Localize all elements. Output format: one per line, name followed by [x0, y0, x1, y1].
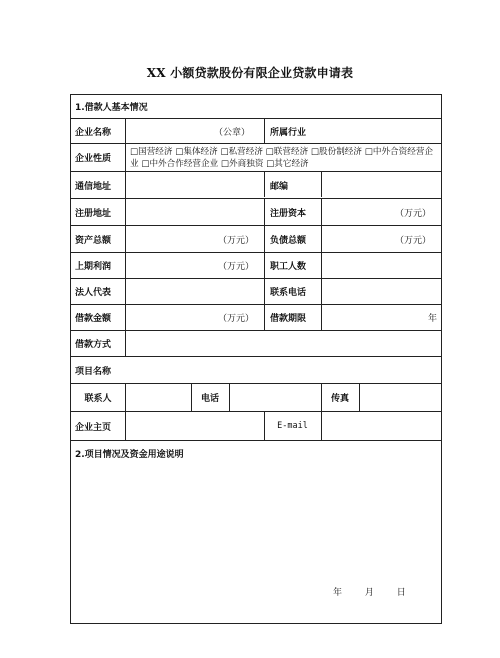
project-description-textarea[interactable]: [71, 465, 441, 623]
industry-label: 所属行业: [270, 127, 307, 138]
loan-amount-field[interactable]: （万元）: [217, 314, 254, 324]
loan-amount-label: 借款金额: [75, 314, 112, 324]
industry-field[interactable]: [321, 119, 441, 143]
registered-address-label: 注册地址: [75, 208, 112, 219]
postcode-label: 邮编: [270, 181, 289, 192]
contact-person-label: 联系人: [84, 394, 112, 404]
last-profit-label: 上期利润: [75, 262, 112, 272]
company-type-checkbox-options[interactable]: □国营经济 □集体经济 □私营经济 □联营经济 □股份制经济 □中外合资经营企业 □中外合作经营企业 □外商独资 □其它经济: [130, 147, 434, 169]
loan-method-label: 借款方式: [75, 340, 112, 350]
telephone-label: 电话: [200, 394, 219, 404]
address-label: 通信地址: [75, 181, 112, 192]
fax-field[interactable]: [360, 384, 441, 411]
email-field[interactable]: [322, 412, 441, 440]
homepage-label: 企业主页: [75, 422, 112, 433]
contact-phone-field[interactable]: [322, 279, 441, 304]
loan-method-field[interactable]: [126, 331, 441, 356]
homepage-field[interactable]: [126, 412, 264, 440]
legal-rep-field[interactable]: [126, 279, 264, 304]
project-name-label: 项目名称: [75, 366, 112, 377]
loan-term-label: 借款期限: [270, 314, 307, 324]
contact-phone-label: 联系电话: [270, 288, 307, 298]
total-assets-label: 资产总额: [75, 235, 112, 246]
employees-field[interactable]: [322, 253, 441, 278]
project-name-field[interactable]: [191, 357, 441, 383]
loan-term-field[interactable]: 年: [427, 314, 437, 324]
section2-heading: 2.项目情况及资金用途说明: [75, 449, 184, 460]
legal-rep-label: 法人代表: [75, 288, 112, 298]
contact-person-field[interactable]: [126, 384, 191, 411]
total-assets-field[interactable]: （万元）: [217, 235, 254, 246]
company-name-field[interactable]: （公章）: [213, 127, 250, 138]
company-type-label: 企业性质: [75, 154, 112, 164]
registered-address-field[interactable]: [126, 199, 264, 225]
registered-capital-label: 注册资本: [270, 208, 307, 219]
postcode-field[interactable]: [322, 172, 441, 198]
company-name-label: 企业名称: [75, 127, 112, 138]
email-label: E-mail: [277, 421, 308, 431]
address-field[interactable]: [126, 172, 264, 198]
last-profit-field[interactable]: （万元）: [217, 262, 254, 272]
total-liabilities-label: 负债总额: [270, 235, 307, 246]
employees-label: 职工人数: [270, 262, 307, 272]
telephone-field[interactable]: [230, 384, 321, 411]
form-title: XX 小额贷款股份有限企业贷款申请表: [146, 66, 354, 80]
section1-heading: 1.借款人基本情况: [75, 103, 148, 113]
total-liabilities-field[interactable]: （万元）: [394, 235, 431, 246]
fax-label: 传真: [330, 394, 349, 404]
registered-capital-field[interactable]: （万元）: [394, 208, 431, 219]
date-line: 年 月 日: [333, 588, 406, 598]
application-form-table: [70, 94, 442, 624]
